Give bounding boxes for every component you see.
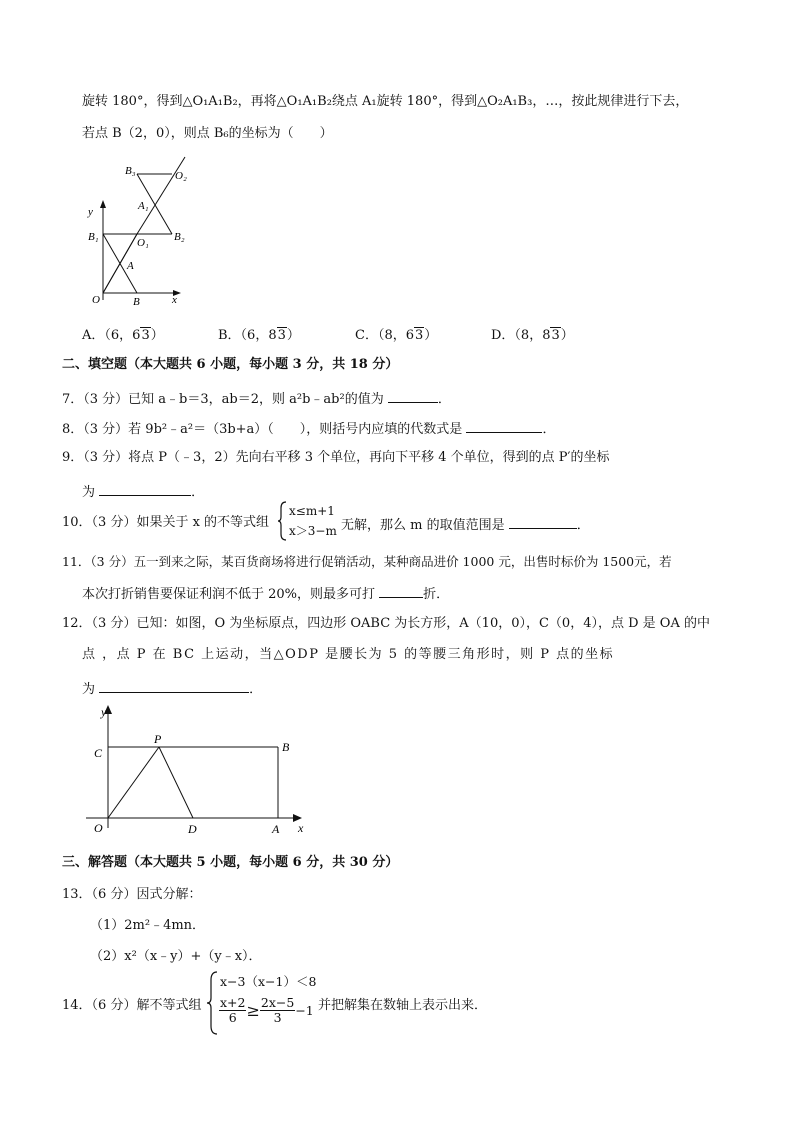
option-a[interactable]: A．（6，63） — [82, 328, 164, 343]
label-x: x — [298, 821, 304, 835]
y-axis-arrow — [100, 200, 106, 208]
label-O: O — [92, 294, 100, 306]
fraction-right: $\frac{2x-5}{3}$ — [260, 995, 295, 1025]
question-13-part2: （2）x²（x﹣y）+（y﹣x）． — [90, 949, 262, 964]
q14-row2: $\frac{x+2}{6}$ ≥ $\frac{2x-5}{3}$ −1 — [220, 995, 314, 1025]
label-B1: B₁ — [88, 231, 99, 243]
label-A: A — [272, 822, 280, 836]
question-13: 13．（6 分）因式分解： — [62, 887, 202, 902]
label-B3: B₃ — [125, 165, 136, 177]
fraction-left: $\frac{x+2}{6}$ — [220, 995, 246, 1025]
answer-blank-9[interactable] — [99, 481, 191, 496]
label-P: P — [154, 732, 162, 746]
question-10-rest: 无解，那么 m 的取值范围是 ． — [341, 514, 590, 535]
answer-blank-8[interactable] — [466, 418, 542, 433]
section-heading-solutions: 三、解答题（本大题共 5 小题，每小题 6 分，共 30 分） — [62, 855, 399, 870]
label-B: B — [282, 740, 290, 754]
label-y: y — [101, 705, 107, 719]
question-7: 7．（3 分）已知 a﹣b＝3，ab＝2，则 a²b﹣ab²的值为 ． — [62, 388, 451, 409]
question-9-line1: 9．（3 分）将点 P（﹣3，2）先向右平移 3 个单位，再向下平移 4 个单位，得到的点 P′的坐标 — [62, 450, 610, 465]
option-b[interactable]: B．（6，83） — [218, 328, 300, 343]
option-c[interactable]: C．（8，63） — [355, 328, 438, 343]
answer-blank-12[interactable] — [99, 678, 249, 693]
q10-row1: x≤m+1 — [289, 504, 335, 518]
label-x: x — [172, 294, 177, 306]
label-D: D — [188, 822, 197, 836]
label-B2: B₂ — [174, 231, 185, 243]
q10-row2: x＞3−m — [289, 524, 337, 538]
q12-figure — [82, 700, 312, 845]
question-10: 10．（3 分）如果关于 x 的不等式组 — [62, 515, 270, 530]
question-8: 8．（3 分）若 9b²﹣a²＝（3b+a）（ ），则括号内应填的代数式是 ． — [62, 418, 555, 439]
label-C: C — [94, 746, 103, 760]
label-B: B — [133, 296, 140, 308]
question-12-line1: 12．（3 分）已知：如图，O 为坐标原点，四边形 OABC 为长方形，A（10，0），C（0，4），点 D 是 OA 的中 — [62, 616, 710, 631]
label-y: y — [88, 206, 93, 218]
segment-O1-O2-extended — [137, 157, 185, 234]
label-A: A — [127, 260, 134, 272]
q6-text-line2: 若点 B（2，0），则点 B₆的坐标为（ ） — [82, 126, 333, 141]
segment-O-P — [108, 747, 159, 818]
answer-blank-7[interactable] — [388, 388, 438, 403]
option-d[interactable]: D．（8，83） — [491, 328, 574, 343]
question-14-rest: 并把解集在数轴上表示出来． — [318, 998, 488, 1013]
question-12-line2: 点 ，点 P 在 BC 上运动，当△ODP 是腰长为 5 的等腰三角形时，则 P 点的坐标 — [82, 647, 615, 662]
section-heading-fill-in: 二、填空题（本大题共 6 小题，每小题 3 分，共 18 分） — [62, 357, 399, 372]
label-A1: A₁ — [138, 200, 149, 212]
q6-figure — [80, 152, 200, 312]
label-O1: O₁ — [137, 237, 149, 249]
q6-text-line1: 旋转 180°，得到△O₁A₁B₂，再将△O₁A₁B₂绕点 A₁旋转 180°，得到△O₂A₁B₃，…，按此规律进行下去， — [82, 94, 689, 109]
answer-blank-11[interactable] — [379, 583, 423, 598]
question-11-line1: 11．（3 分）五一到来之际，某百货商场将进行促销活动，某种商品进价 1000 元，出售时标价为 1500元，若 — [62, 554, 672, 569]
question-11-line2: 本次打折销售要保证利润不低于 20%，则最多可打 折． — [82, 583, 449, 604]
answer-blank-10[interactable] — [509, 514, 577, 529]
label-O2: O₂ — [175, 170, 187, 182]
q14-row1: x−3（x−1）＜8 — [220, 974, 317, 989]
question-12-line3: 为 ． — [82, 678, 262, 699]
segment-P-D — [159, 747, 193, 818]
brace-q10 — [278, 500, 288, 542]
brace-q14 — [207, 970, 219, 1036]
question-9-line2: 为 ． — [82, 481, 204, 502]
label-O: O — [94, 821, 103, 835]
question-14: 14．（6 分）解不等式组 — [62, 998, 202, 1013]
question-13-part1: （1）2m²﹣4mn． — [90, 918, 206, 933]
